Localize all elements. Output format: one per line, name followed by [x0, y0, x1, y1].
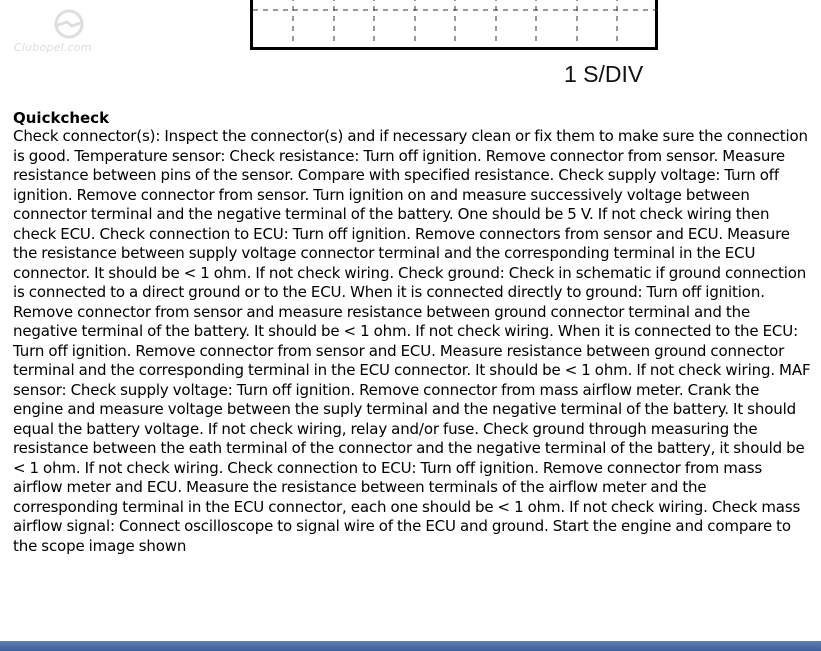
scope-grid: [253, 0, 661, 50]
watermark-text: Clubopel.com: [14, 41, 92, 54]
watermark: [14, 8, 118, 58]
scope-scale-label: 1 S/DIV: [564, 61, 644, 87]
quickcheck-title: Quickcheck: [13, 109, 110, 127]
bottom-bar: [0, 641, 821, 651]
quickcheck-body: Check connector(s): Inspect the connector(s) and if necessary clean or fix them to make sure the connection is good. Temperature sensor: Check resistance: Turn off ignition. Remove connector from sensor. Measure resistance between pins of the sensor. Compare with specified resistance. Check supply voltage: Turn off ignition. Remove connector from sensor. Turn ignition on and measure successively voltage between connector terminal and the negative terminal of the battery. One should be 5 V. If not check wiring then check ECU. Check connection to ECU: Turn off ignition. Remove connectors from sensor and ECU. Measure the resistance between supply voltage connector terminal and the corresponding terminal in the ECU connector. It should be < 1 ohm. If not check wiring. Check ground: Check in schematic if ground connection is connected to a direct ground or to the ECU. When it is connected directly to ground: Turn off ignition. Remove connector from sensor and measure resistance between ground connector terminal and the negative terminal of the battery. It should be < 1 ohm. If not check wiring. When it is connected to the ECU: Turn off ignition. Remove connector from sensor and ECU. Measure resistance between ground connector terminal and the corresponding terminal in the ECU connector. It should be < 1 ohm. If not check wiring. MAF sensor: Check supply voltage: Turn off ignition. Remove connector from mass airflow meter. Crank the engine and measure voltage between the suply terminal and the negative terminal of the battery. It should equal the battery voltage. If not check wiring, relay and/or fuse. Check ground through measuring the resistance between the eath terminal of the connector and the negative terminal of the battery, it should be < 1 ohm. If not check wiring. Check connection to ECU: Turn off ignition. Remove connector from mass airflow meter and ECU. Measure the resistance between terminals of the airflow meter and the corresponding terminal in the ECU connector, each one should be < 1 ohm. If not check wiring. Check mass airflow signal: Connect oscilloscope to signal wire of the ECU and ground. Start the engine and compare to the scope image shown: [13, 127, 811, 555]
scope-image: [250, 0, 658, 50]
quickcheck-section: [13, 110, 813, 556]
opel-logo-icon: [52, 8, 86, 40]
